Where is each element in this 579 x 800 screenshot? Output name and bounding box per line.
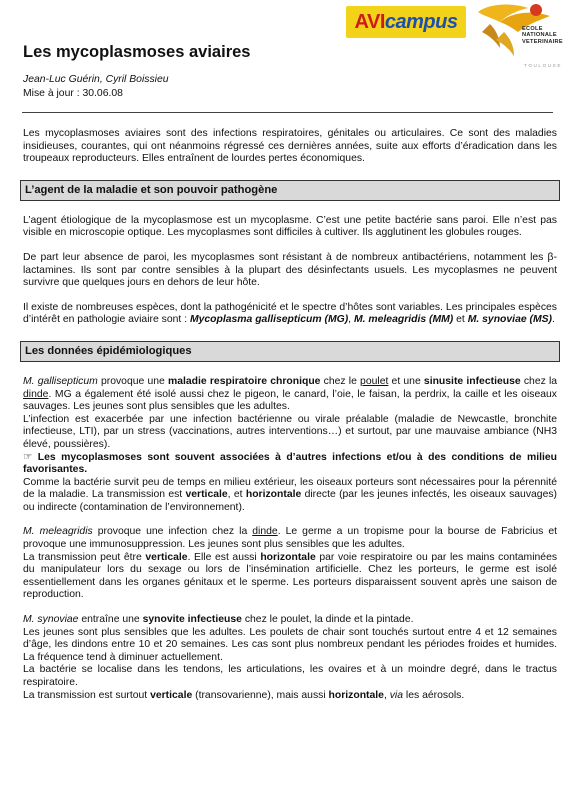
species-mg: Mycoplasma gallisepticum (MG) <box>189 314 349 326</box>
text-span: . Le germe a un tropisme pour la bourse de Fabricius et provoque une immunosuppression. Les jeunes sont plus sensibles que les adultes. <box>23 526 558 551</box>
school-line-2: NATIONALE <box>522 32 557 39</box>
text-span: , <box>383 689 387 701</box>
italic-term: via <box>389 689 404 701</box>
species-name: M. gallisepticum <box>23 375 98 387</box>
section-heading-agent: L’agent de la maladie et son pouvoir pathogène <box>20 180 560 201</box>
underlined-term: dinde <box>23 388 49 400</box>
text-span: les aérosols. <box>405 689 465 701</box>
header-divider <box>22 112 553 113</box>
bold-term: verticale <box>150 689 193 701</box>
bold-term: horizontale <box>260 551 316 563</box>
species-mm: M. meleagridis (MM) <box>353 314 454 326</box>
species-name: M. synoviae <box>23 614 79 626</box>
document-body <box>23 128 557 702</box>
text-span: , <box>348 314 352 326</box>
school-name <box>522 26 563 45</box>
mg-paragraph-4 <box>23 477 557 515</box>
agent-paragraph-1: L’agent étiologique de la mycoplasmose est un mycoplasme. C’est une petite bactérie sans paroi. Elle n’est pas visible en microscopie optique. Les mycoplasmes sont difficiles à cultiver. Ils agglutinent les globules rouges. <box>23 214 557 239</box>
bold-term: verticale <box>145 551 188 563</box>
avicampus-logo[interactable] <box>346 6 466 38</box>
text-span: par voie respiratoire ou par les mains contaminées du manipulateur lors du sexage ou lors de l’insémination artificielle. Chez les porteurs, le germe est isolé essentiellement dans les organes génitaux et le sperme. Les porteurs disparaissent souvent après une saison de reproduction. <box>23 551 558 601</box>
text-span: (transovarienne), mais aussi <box>195 689 326 701</box>
text-span: . <box>552 314 555 326</box>
mg-paragraph-2: L’infection est exacerbée par une infection bactérienne ou virale préalable (maladie de Newcastle, bronchite infectieuse, LTI), par un stress (vaccinations, autres interventions…) et surtout, par une mauvaise ambiance (NH3 élevé, poussières). <box>23 413 557 450</box>
text-span: entraîne une <box>81 614 140 626</box>
ms-paragraph-4 <box>23 690 557 703</box>
text-span: et une <box>391 375 421 387</box>
authors: Jean-Luc Guérin, Cyril Boissieu <box>23 74 169 85</box>
logo-avi-text: AVI <box>354 10 385 33</box>
logo-campus-text: campus <box>384 10 458 33</box>
school-line-1: ECOLE <box>522 26 543 32</box>
bold-term: sinusite infectieuse <box>423 375 521 387</box>
text-span: . Elle est aussi <box>187 551 257 563</box>
text-span: La transmission peut être <box>23 551 142 563</box>
agent-paragraph-3 <box>23 302 557 327</box>
update-date: Mise à jour : 30.06.08 <box>23 88 123 99</box>
mm-paragraph-2 <box>23 552 557 602</box>
school-line-3: VETERINAIRE <box>522 38 563 45</box>
bold-term: horizontale <box>328 689 384 701</box>
page-header <box>0 0 579 100</box>
text-span: . MG a également été isolé aussi chez le pigeon, le canard, l’oie, le faisan, la perdrix, la caille et les oiseaux sauvages. Les jeunes sont plus sensibles que les adultes. <box>23 388 557 413</box>
text-span: provoque une infection chez la <box>97 526 248 538</box>
bold-statement: Les mycoplasmoses sont souvent associées à d’autres infections et/ou à des conditions de milieu favorisantes. <box>23 451 558 476</box>
underlined-term: dinde <box>252 526 278 538</box>
species-name: M. meleagridis <box>23 526 93 538</box>
pointing-hand-icon: ☞ <box>23 451 33 463</box>
envt-logo[interactable] <box>470 2 570 70</box>
ms-paragraph-1 <box>23 614 557 627</box>
mg-paragraph-1 <box>23 376 557 414</box>
intro-paragraph: Les mycoplasmoses aviaires sont des infections respiratoires, génitales ou articulaires. Ce sont des maladies insidieuses, courantes, qui ont néanmoins régressé ces dernières années, suite aux efforts d’éradication dans les troupeaux reproducteurs. Elles entraînent de lourdes pertes économiques. <box>23 128 557 165</box>
text-span: chez la <box>523 375 558 387</box>
bold-term: synovite infectieuse <box>142 614 242 626</box>
agent-paragraph-2: De part leur absence de paroi, les mycoplasmes sont résistant à de nombreux antibactériens, notamment les β-lactamines. Ils sont par contre sensibles à la plupart des désinfectants usuels. Les mycoplasmes ne peuvent survivre que quelques jours en dehors de leur hôte. <box>23 251 557 289</box>
page-title: Les mycoplasmoses aviaires <box>23 43 251 61</box>
text-span: chez le <box>323 375 357 387</box>
ms-paragraph-2: Les jeunes sont plus sensibles que les adultes. Les poulets de chair sont touchés surtout entre 4 et 12 semaines d’âge, les dindons entre 10 et 20 semaines. Les cas sont plus nombreux pendant les périodes froides et humides. La fréquence tend à diminuer actuellement. <box>23 626 557 663</box>
text-span: directe (par les jeunes infectés, les oiseaux sauvages) ou indirecte (contamination de l’environnement). <box>23 489 558 513</box>
species-ms: M. synoviae (MS) <box>467 314 553 326</box>
mm-paragraph-1 <box>23 526 557 551</box>
text-span: La transmission est surtout <box>23 689 148 701</box>
text-span: , et <box>227 489 243 501</box>
bold-term: horizontale <box>245 489 302 501</box>
section-heading-epidemiology: Les données épidémiologiques <box>20 341 560 362</box>
bold-term: verticale <box>185 489 228 501</box>
underlined-term: poulet <box>360 375 389 387</box>
text-span: chez le poulet, la dinde et la pintade. <box>244 614 414 626</box>
text-span: Comme la bactérie survit peu de temps en milieu extérieur, les oiseaux porteurs sont nécessaires pour la pérennité de la maladie. La transmission est <box>23 476 557 501</box>
mg-paragraph-3 <box>23 452 557 477</box>
bold-term: maladie respiratoire chronique <box>168 375 321 387</box>
ms-paragraph-3: La bactérie se localise dans les tendons, les articulations, les ovaires et à un moindre degré, dans le tractus respiratoire. <box>23 664 557 688</box>
text-span: provoque une <box>100 375 165 387</box>
text-span: et <box>456 314 465 326</box>
text-span: Il existe de nombreuses espèces, dont la pathogénicité et le spectre d’hôtes sont variables. Les principales espèces d’intérêt en pathologie aviaire sont : <box>23 301 557 326</box>
school-city: TOULOUSE <box>524 63 562 68</box>
